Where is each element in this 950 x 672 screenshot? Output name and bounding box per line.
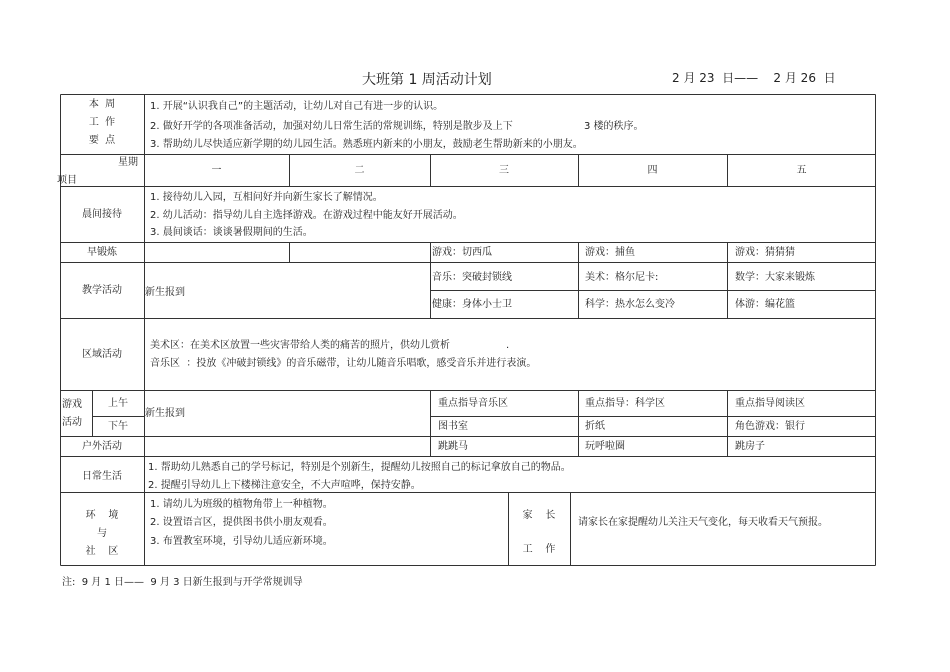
environment-line-3: 3. 布置教室环境，引导幼儿适应新环境。	[150, 536, 333, 547]
teaching-fri-1: 数学：大家来锻炼	[735, 272, 815, 283]
header-day-wed: 三	[499, 165, 509, 176]
weekly-focus-line-1: 1. 开展“认识我自己”的主题活动，让幼儿对自己有进一步的认识。	[150, 101, 444, 112]
outdoor-label: 户外活动	[82, 441, 122, 452]
environment-label-3: 社 区	[85, 546, 119, 557]
outdoor-fri: 跳房子	[735, 441, 765, 452]
teaching-thu-2: 科学：热水怎么变冷	[585, 299, 675, 310]
daily-line-2: 2. 提醒引导幼儿上下楼梯注意安全，不大声喧哗，保持安静。	[148, 480, 421, 491]
header-corner-weekday: 星期	[118, 157, 138, 168]
weekly-focus-label-1: 本 周	[88, 99, 116, 110]
games-am-label: 上午	[108, 398, 128, 409]
games-label-1: 游戏	[62, 399, 82, 410]
environment-line-1: 1. 请幼儿为班级的植物角带上一种植物。	[150, 499, 333, 510]
morning-reception-label: 晨间接待	[82, 209, 122, 220]
header-day-fri: 五	[796, 165, 807, 176]
games-pm-label: 下午	[108, 421, 128, 432]
activity-plan-table	[57, 94, 876, 566]
games-am-wed: 重点指导音乐区	[438, 398, 508, 409]
weekly-focus-line-2: 2. 做好开学的各项准备活动，加强对幼儿日常生活的常规训练，特别是散步及上下	[150, 121, 513, 132]
page-title: 大班第 1 周活动计划	[362, 72, 492, 88]
games-am-fri: 重点指导阅读区	[735, 398, 805, 409]
teaching-wed-2: 健康：身体小士卫	[432, 299, 512, 310]
area-line-2: 音乐区 ：投放《冲破封锁线》的音乐磁带，让幼儿随音乐唱歌，感受音乐并进行表演。	[150, 358, 537, 369]
teaching-fri-2: 体游：编花篮	[735, 299, 795, 310]
header-day-mon: 一	[211, 165, 222, 176]
header-day-tue: 二	[354, 165, 365, 176]
area-line-1-end: .	[506, 340, 510, 351]
games-am-thu: 重点指导：科学区	[585, 398, 665, 409]
morning-reception-line-1: 1. 接待幼儿入园，互相问好并向新生家长了解情况。	[150, 192, 383, 203]
weekly-focus-label-3: 要 点	[88, 135, 116, 146]
morning-exercise-thu: 游戏：捕鱼	[585, 247, 635, 258]
games-mon-tue: 新生报到	[145, 408, 185, 419]
teaching-label: 教学活动	[82, 285, 122, 296]
weekly-focus-line-2-end: 3 楼的秩序。	[584, 121, 644, 132]
area-line-1: 美术区：在美术区放置一些灾害带给人类的痛苦的照片，供幼儿赏析	[150, 340, 450, 351]
parent-work-label-1: 家 长	[522, 510, 556, 521]
daily-line-1: 1. 帮助幼儿熟悉自己的学号标记，特别是个别新生，提醒幼儿按照自己的标记拿放自己的物品。	[148, 462, 571, 473]
date-range: 2 月 23 日—— 2 月 26 日	[672, 71, 836, 85]
morning-exercise-fri: 游戏：猜猜猜	[735, 247, 795, 258]
morning-reception-line-3: 3. 晨间谈话：谈谈暑假期间的生活。	[150, 227, 313, 238]
environment-line-2: 2. 设置语言区，提供图书供小朋友观看。	[150, 517, 333, 528]
morning-exercise-label: 早锻炼	[87, 247, 117, 258]
environment-label-1: 环 境	[85, 510, 119, 521]
area-label: 区域活动	[82, 349, 122, 360]
environment-label-2: 与	[97, 528, 107, 539]
header-day-thu: 四	[647, 165, 658, 176]
games-pm-fri: 角色游戏：银行	[735, 421, 805, 432]
games-label-2: 活动	[62, 417, 82, 428]
outdoor-wed: 跳跳马	[438, 441, 468, 452]
parent-work-label-2: 工 作	[522, 544, 556, 555]
teaching-wed-1: 音乐：突破封锁线	[432, 272, 512, 283]
header-corner-item: 项目	[57, 175, 77, 186]
games-pm-wed: 图书室	[438, 421, 468, 432]
daily-label: 日常生活	[82, 471, 122, 482]
teaching-mon-tue: 新生报到	[145, 287, 185, 298]
weekly-focus-label-2: 工 作	[88, 117, 116, 128]
outdoor-thu: 玩呼啦圈	[585, 441, 625, 452]
weekly-focus-line-3: 3. 帮助幼儿尽快适应新学期的幼儿园生活。熟悉班内新来的小朋友，鼓励老生帮助新来的小朋友。	[150, 139, 583, 150]
morning-exercise-wed: 游戏：切西瓜	[432, 247, 492, 258]
games-pm-thu: 折纸	[585, 421, 605, 432]
footnote: 注: 9 月 1 日—— 9 月 3 日新生报到与开学常规训导	[62, 577, 303, 588]
parent-work-text: 请家长在家提醒幼儿关注天气变化，每天收看天气预报。	[578, 517, 828, 528]
morning-reception-line-2: 2. 幼儿活动：指导幼儿自主选择游戏。在游戏过程中能友好开展活动。	[150, 210, 463, 221]
teaching-thu-1: 美术：格尔尼卡:	[585, 272, 659, 283]
